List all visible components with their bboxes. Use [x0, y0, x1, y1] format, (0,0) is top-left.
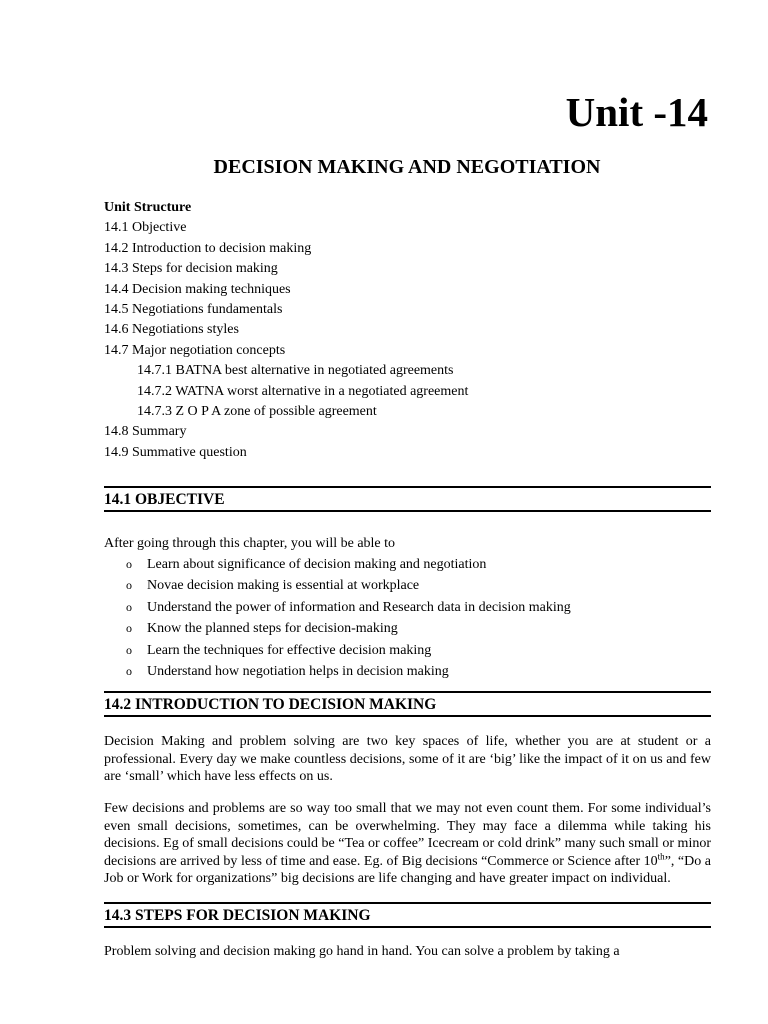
bullet-marker: o — [126, 557, 132, 571]
toc-item: 14.1 Objective — [104, 220, 187, 236]
toc-subitem: 14.7.2 WATNA worst alternative in a negotiated agreement — [137, 383, 469, 399]
toc-item: 14.2 Introduction to decision making — [104, 240, 312, 256]
steps-paragraph-1: Problem solving and decision making go hand in hand. You can solve a problem by taking a — [104, 944, 620, 959]
toc-item: 14.4 Decision making techniques — [104, 281, 291, 297]
list-item: o Novae decision making is essential at workplace — [126, 575, 571, 596]
list-item: o Learn about significance of decision making and negotiation — [126, 554, 571, 575]
bullet-marker: o — [126, 664, 132, 679]
unit-structure-heading: Unit Structure — [104, 200, 192, 215]
intro-paragraph-2: Few decisions and problems are so way too small that we may not even count them. For some individual’s even small decisions, sometimes, can be overwhelming. They may face a dilemma while taking his decisions. Eg of small decisions could be “Tea or coffee” Icecream or cold drink” many such small or minor decisions are arrived by less of time and ease. Eg. of Big decisions “Commerce or Science after 10th”, “Do a Job or Work for organizations” big decisions are life changing and have greater impact on individual. — [104, 801, 711, 887]
list-item: o Learn the techniques for effective decision making — [126, 640, 571, 661]
bullet-marker: o — [126, 578, 132, 593]
objective-bullet-list — [126, 554, 571, 682]
list-item: o Understand the power of information and Research data in decision making — [126, 597, 571, 618]
intro-paragraph-1: Decision Making and problem solving are two key spaces of life, whether you are at student or a professional. Every day we make countless decisions, some of it are ‘big’ like the impact of it on us and few are ‘small’ which have less effects on us. — [104, 734, 711, 785]
bullet-marker: o — [126, 621, 132, 636]
list-item: o Know the planned steps for decision-making — [126, 618, 571, 639]
unit-structure — [104, 198, 468, 463]
toc-subitem: 14.7.1 BATNA best alternative in negotiated agreements — [137, 363, 454, 379]
objective-intro: After going through this chapter, you will be able to — [104, 536, 396, 551]
bullet-marker: o — [126, 599, 132, 614]
bullet-marker: o — [126, 642, 132, 657]
list-item: o Understand how negotiation helps in decision making — [126, 661, 571, 682]
section-heading-objective: 14.1 OBJECTIVE — [104, 486, 711, 512]
chapter-title: DECISION MAKING AND NEGOTIATION — [213, 156, 601, 178]
section-heading-steps: 14.3 STEPS FOR DECISION MAKING — [104, 902, 711, 928]
toc-item: 14.3 Steps for decision making — [104, 261, 278, 277]
toc-item: 14.7 Major negotiation concepts — [104, 342, 286, 358]
toc-item: 14.9 Summative question — [104, 444, 247, 460]
toc-item: 14.8 Summary — [104, 424, 187, 440]
toc-item: 14.6 Negotiations styles — [104, 322, 239, 338]
unit-title: Unit -14 — [565, 89, 708, 135]
toc-subitem: 14.7.3 Z O P A zone of possible agreement — [137, 404, 377, 420]
toc-item: 14.5 Negotiations fundamentals — [104, 302, 283, 318]
section-heading-introduction: 14.2 INTRODUCTION TO DECISION MAKING — [104, 691, 711, 717]
